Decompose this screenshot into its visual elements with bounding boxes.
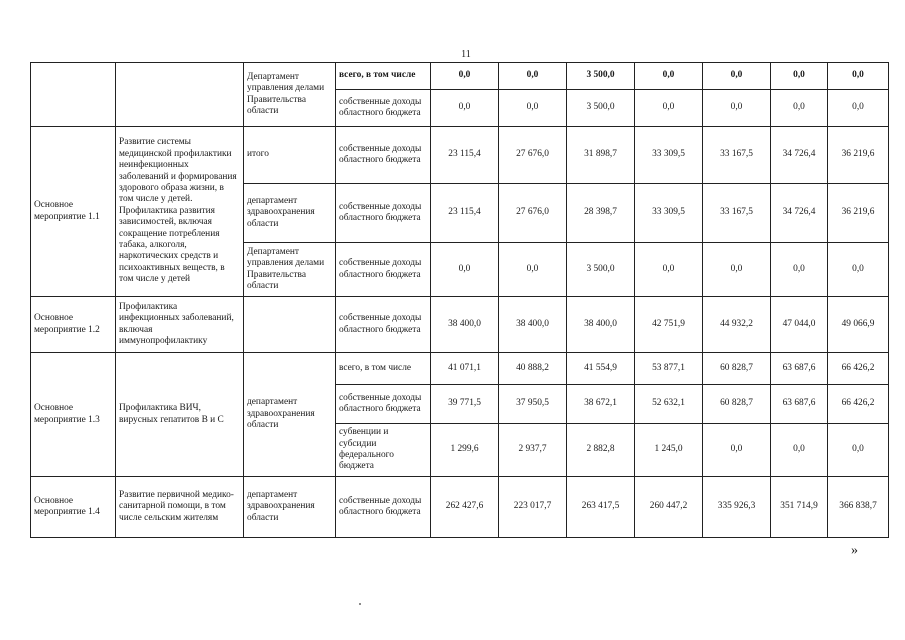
value-cell: 40 888,2 bbox=[499, 353, 567, 385]
value-cell: 3 500,0 bbox=[567, 243, 635, 297]
value-cell: 33 167,5 bbox=[703, 184, 771, 243]
value-cell: 335 926,3 bbox=[703, 477, 771, 538]
source-cell: собственные доходы областного бюджета bbox=[336, 90, 431, 127]
scan-dot bbox=[359, 603, 361, 605]
value-cell: 33 309,5 bbox=[635, 127, 703, 184]
event-cell: Основное мероприятие 1.3 bbox=[31, 353, 116, 477]
event-cell bbox=[31, 63, 116, 127]
event-name-cell: Развитие первичной медико-санитарной помощи, в том числе сельским жителям bbox=[116, 477, 244, 538]
value-cell: 0,0 bbox=[499, 63, 567, 90]
value-cell: 47 044,0 bbox=[771, 297, 828, 353]
value-cell: 23 115,4 bbox=[431, 127, 499, 184]
value-cell: 0,0 bbox=[431, 90, 499, 127]
value-cell: 1 245,0 bbox=[635, 424, 703, 477]
value-cell: 49 066,9 bbox=[828, 297, 889, 353]
value-cell: 36 219,6 bbox=[828, 184, 889, 243]
value-cell: 2 937,7 bbox=[499, 424, 567, 477]
value-cell: 60 828,7 bbox=[703, 353, 771, 385]
value-cell: 0,0 bbox=[771, 90, 828, 127]
executor-cell: итого bbox=[244, 127, 336, 184]
value-cell: 0,0 bbox=[703, 90, 771, 127]
value-cell: 0,0 bbox=[635, 90, 703, 127]
executor-cell: Департамент управления делами Правительства области bbox=[244, 243, 336, 297]
value-cell: 52 632,1 bbox=[635, 385, 703, 424]
value-cell: 66 426,2 bbox=[828, 385, 889, 424]
value-cell: 23 115,4 bbox=[431, 184, 499, 243]
source-cell: собственные доходы областного бюджета bbox=[336, 184, 431, 243]
value-cell: 0,0 bbox=[828, 243, 889, 297]
value-cell: 42 751,9 bbox=[635, 297, 703, 353]
value-cell: 1 299,6 bbox=[431, 424, 499, 477]
event-name-cell: Профилактика ВИЧ, вирусных гепатитов В и С bbox=[116, 353, 244, 477]
value-cell: 260 447,2 bbox=[635, 477, 703, 538]
value-cell: 63 687,6 bbox=[771, 385, 828, 424]
value-cell: 63 687,6 bbox=[771, 353, 828, 385]
executor-cell bbox=[244, 297, 336, 353]
event-cell: Основное мероприятие 1.1 bbox=[31, 127, 116, 297]
value-cell: 366 838,7 bbox=[828, 477, 889, 538]
value-cell: 0,0 bbox=[499, 243, 567, 297]
source-cell: собственные доходы областного бюджета bbox=[336, 477, 431, 538]
value-cell: 34 726,4 bbox=[771, 127, 828, 184]
budget-table bbox=[30, 62, 889, 538]
closing-quote: » bbox=[851, 543, 858, 558]
value-cell: 0,0 bbox=[828, 63, 889, 90]
value-cell: 0,0 bbox=[635, 63, 703, 90]
value-cell: 41 071,1 bbox=[431, 353, 499, 385]
value-cell: 351 714,9 bbox=[771, 477, 828, 538]
page-number: 11 bbox=[461, 49, 471, 60]
event-cell: Основное мероприятие 1.4 bbox=[31, 477, 116, 538]
value-cell: 0,0 bbox=[431, 63, 499, 90]
value-cell: 38 400,0 bbox=[567, 297, 635, 353]
value-cell: 3 500,0 bbox=[567, 63, 635, 90]
source-cell: собственные доходы областного бюджета bbox=[336, 127, 431, 184]
value-cell: 34 726,4 bbox=[771, 184, 828, 243]
value-cell: 33 167,5 bbox=[703, 127, 771, 184]
executor-cell: Департамент управления делами Правительства области bbox=[244, 63, 336, 127]
value-cell: 39 771,5 bbox=[431, 385, 499, 424]
value-cell: 38 400,0 bbox=[431, 297, 499, 353]
event-name-cell: Профилактика инфекционных заболеваний, включая иммунопрофилактику bbox=[116, 297, 244, 353]
executor-cell: департамент здравоохранения области bbox=[244, 353, 336, 477]
value-cell: 0,0 bbox=[431, 243, 499, 297]
value-cell: 53 877,1 bbox=[635, 353, 703, 385]
value-cell: 0,0 bbox=[771, 424, 828, 477]
source-cell: всего, в том числе bbox=[336, 63, 431, 90]
value-cell: 0,0 bbox=[828, 424, 889, 477]
value-cell: 0,0 bbox=[703, 63, 771, 90]
value-cell: 2 882,8 bbox=[567, 424, 635, 477]
value-cell: 38 672,1 bbox=[567, 385, 635, 424]
value-cell: 60 828,7 bbox=[703, 385, 771, 424]
value-cell: 28 398,7 bbox=[567, 184, 635, 243]
value-cell: 0,0 bbox=[499, 90, 567, 127]
executor-cell: департамент здравоохранения области bbox=[244, 184, 336, 243]
value-cell: 0,0 bbox=[771, 243, 828, 297]
table-row bbox=[31, 127, 889, 184]
source-cell: всего, в том числе bbox=[336, 353, 431, 385]
event-cell: Основное мероприятие 1.2 bbox=[31, 297, 116, 353]
value-cell: 223 017,7 bbox=[499, 477, 567, 538]
table-row bbox=[31, 353, 889, 385]
value-cell: 31 898,7 bbox=[567, 127, 635, 184]
value-cell: 0,0 bbox=[635, 243, 703, 297]
source-cell: собственные доходы областного бюджета bbox=[336, 385, 431, 424]
value-cell: 27 676,0 bbox=[499, 184, 567, 243]
value-cell: 38 400,0 bbox=[499, 297, 567, 353]
source-cell: субвенции и субсидии федерального бюджета bbox=[336, 424, 431, 477]
source-cell: собственные доходы областного бюджета bbox=[336, 243, 431, 297]
value-cell: 36 219,6 bbox=[828, 127, 889, 184]
value-cell: 0,0 bbox=[703, 424, 771, 477]
value-cell: 0,0 bbox=[703, 243, 771, 297]
value-cell: 44 932,2 bbox=[703, 297, 771, 353]
value-cell: 0,0 bbox=[828, 90, 889, 127]
event-name-cell bbox=[116, 63, 244, 127]
value-cell: 41 554,9 bbox=[567, 353, 635, 385]
value-cell: 37 950,5 bbox=[499, 385, 567, 424]
table-row bbox=[31, 477, 889, 538]
event-name-cell: Развитие системы медицинской профилактики неинфекционных заболеваний и формирования здорового образа жизни, в том числе у детей. Профилактика развития зависимостей, включая сокращение потребления табака, алкоголя, наркотических средств и психоактивных веществ, в том числе у детей bbox=[116, 127, 244, 297]
table-row bbox=[31, 297, 889, 353]
value-cell: 262 427,6 bbox=[431, 477, 499, 538]
source-cell: собственные доходы областного бюджета bbox=[336, 297, 431, 353]
value-cell: 33 309,5 bbox=[635, 184, 703, 243]
table-row bbox=[31, 63, 889, 90]
executor-cell: департамент здравоохранения области bbox=[244, 477, 336, 538]
value-cell: 0,0 bbox=[771, 63, 828, 90]
value-cell: 27 676,0 bbox=[499, 127, 567, 184]
value-cell: 3 500,0 bbox=[567, 90, 635, 127]
value-cell: 263 417,5 bbox=[567, 477, 635, 538]
value-cell: 66 426,2 bbox=[828, 353, 889, 385]
